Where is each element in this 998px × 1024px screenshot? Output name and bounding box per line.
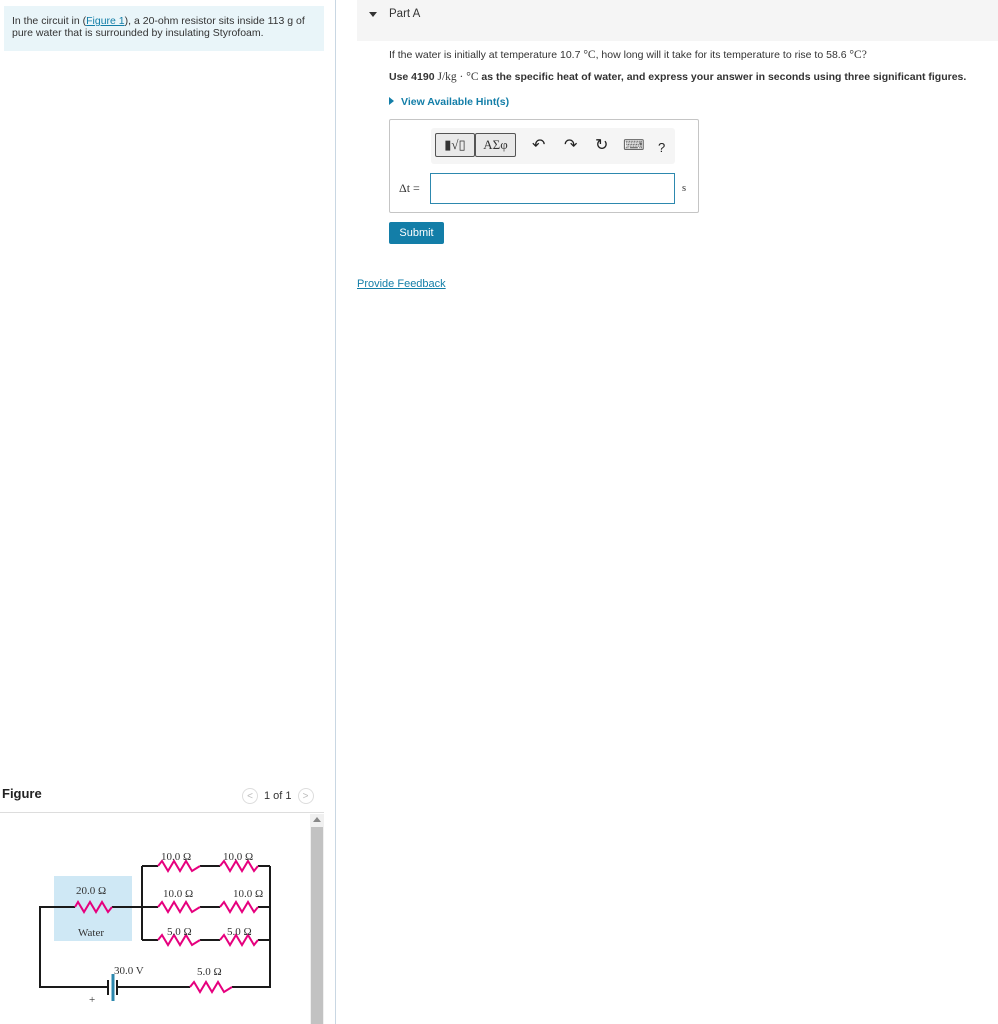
label-battery-plus: + (89, 994, 96, 1006)
view-hints-link[interactable] (389, 96, 509, 108)
instruction-math: J/kg · °C (437, 71, 479, 83)
problem-column (0, 0, 336, 1024)
hint-label: View Available Hint(s) (401, 96, 510, 108)
scrollbar-thumb[interactable] (311, 827, 323, 1024)
instruction-part-2: as the specific heat of water, and express your answer in seconds using three significant figures. (478, 71, 967, 83)
chevron-left-icon: < (247, 790, 253, 802)
label-water: Water (78, 927, 104, 939)
answer-label: Δt = (399, 181, 420, 195)
reset-icon[interactable]: ↻ (595, 137, 609, 154)
resistor-mid-left-zigzag (158, 902, 200, 912)
next-figure-button[interactable] (298, 788, 314, 804)
label-mid-right: 10.0 Ω (233, 888, 264, 900)
figure-pager (242, 788, 314, 804)
label-battery: 30.0 V (114, 965, 144, 977)
figure-divider (0, 812, 324, 813)
chevron-right-icon: > (302, 790, 309, 802)
instruction-text (389, 71, 966, 83)
label-bottom: 5.0 Ω (197, 966, 222, 978)
answer-panel (389, 119, 699, 213)
question-part-1: If the water is initially at temperature 10.7 (389, 49, 581, 61)
caret-down-icon (369, 12, 377, 17)
figure-header (0, 784, 330, 810)
question-unit-1: °C (580, 49, 596, 61)
label-mid-left: 10.0 Ω (163, 888, 194, 900)
pager-text: 1 of 1 (264, 790, 292, 802)
submit-button[interactable]: Submit (389, 222, 444, 244)
problem-text-start: In the circuit in ( (12, 15, 87, 27)
prev-figure-button[interactable] (242, 788, 258, 804)
label-20-ohm: 20.0 Ω (76, 885, 107, 897)
keyboard-icon[interactable]: ⌨ (623, 137, 645, 154)
problem-statement (4, 6, 324, 51)
scroll-up-arrow-icon[interactable] (313, 817, 321, 822)
math-toolbar (431, 128, 675, 164)
problem-text-end: ), a 20-ohm resistor sits inside 113 g of (124, 15, 305, 27)
question-text (389, 49, 867, 61)
figure-link[interactable]: Figure 1 (86, 15, 125, 27)
figure-scrollbar[interactable] (310, 814, 324, 1024)
question-part-2: , how long will it take for its temperature to rise to 58.6 (595, 49, 847, 61)
resistor-mid-right-zigzag (220, 902, 258, 912)
templates-button[interactable] (435, 133, 475, 157)
redo-icon[interactable]: ↷ (564, 137, 578, 154)
problem-text-line2: pure water that is surrounded by insulating Styrofoam. (12, 27, 264, 39)
figure-title: Figure (2, 786, 42, 801)
answer-unit: s (682, 183, 687, 194)
help-icon[interactable]: ? (658, 140, 666, 155)
part-title: Part A (389, 8, 421, 20)
instruction-part-1: Use 4190 (389, 71, 438, 83)
caret-right-icon (389, 97, 394, 105)
templates-icon: ▮√▯ (444, 137, 466, 152)
undo-icon[interactable]: ↶ (532, 137, 546, 154)
label-low-right: 5.0 Ω (227, 926, 252, 938)
symbols-button[interactable] (475, 133, 516, 157)
label-top-left: 10.0 Ω (161, 851, 192, 863)
provide-feedback-link[interactable]: Provide Feedback (357, 278, 446, 290)
label-low-left: 5.0 Ω (167, 926, 192, 938)
answer-input[interactable] (430, 173, 675, 204)
label-top-right: 10.0 Ω (223, 851, 254, 863)
circuit-diagram (0, 814, 308, 1024)
question-unit-2: °C? (846, 49, 867, 61)
part-a-header[interactable] (357, 0, 998, 41)
greek-symbols-icon: ΑΣφ (483, 137, 508, 152)
battery-symbol (108, 974, 117, 1001)
resistor-bottom-zigzag (190, 982, 232, 992)
